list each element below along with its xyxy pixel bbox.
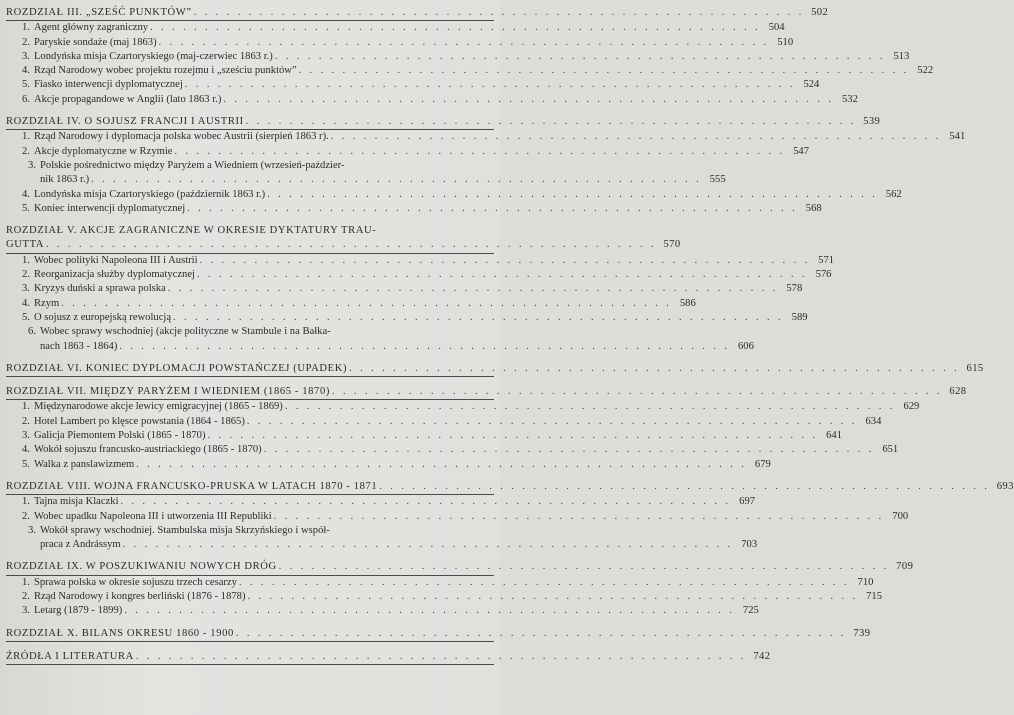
chapter-rule <box>6 664 494 665</box>
chapter-heading-line <box>6 224 494 238</box>
page-number: 532 <box>841 93 858 105</box>
section-entry[interactable] <box>6 268 832 282</box>
section-entry[interactable] <box>6 254 835 268</box>
section-title: Tajna misja Klaczki <box>33 496 119 508</box>
chapter-heading[interactable] <box>6 362 984 376</box>
dot-leader: . . . . . . . . . . . . . . . . . . . . . . . . . . . . . . . . . . . . . . . . . . . . . . . . . . . . . . . . <box>274 50 886 62</box>
chapter-title: ROZDZIAŁ VII. MIĘDZY PARYŻEM I WIEDNIEM (1865 - 1870) <box>6 386 330 398</box>
chapter-title: ROZDZIAŁ VIII. WOJNA FRANCUSKO-PRUSKA W LATACH 1870 - 1871 <box>6 480 378 492</box>
dot-leader: . . . . . . . . . . . . . . . . . . . . . . . . . . . . . . . . . . . . . . . . . . . . . . . . . . . . . . . . <box>379 480 990 492</box>
section-title: Londyńska misja Czartoryskiego (październik 1863 r.) <box>33 188 266 200</box>
section-title: Akcje dyplomatyczne w Rzymie <box>33 145 173 157</box>
section-number: 2. <box>22 590 30 602</box>
section-number: 6. <box>28 326 36 338</box>
spacer <box>6 377 494 385</box>
dot-leader: . . . . . . . . . . . . . . . . . . . . . . . . . . . . . . . . . . . . . . . . . . . . . . . . . . . . . . . . <box>331 386 943 398</box>
section-title: Wobec polityki Napoleona III i Austrii <box>33 254 198 266</box>
page-number: 510 <box>777 36 794 48</box>
section-number: 3. <box>22 283 30 295</box>
chapter-heading[interactable] <box>6 115 881 129</box>
section-title: Koniec interwencji dyplomatycznej <box>33 202 186 214</box>
section-number: 2. <box>22 415 30 427</box>
section-entry[interactable] <box>6 64 934 78</box>
section-title: Hotel Lambert po klęsce powstania (1864 - 1865) <box>33 415 245 427</box>
chapter-heading[interactable] <box>6 385 967 399</box>
section-entry[interactable] <box>6 443 899 457</box>
section-number: 4. <box>22 188 30 200</box>
page-number: 539 <box>863 116 881 128</box>
section-title: Polskie pośrednictwo między Paryżem a Wiedniem (wrzesień-paździer- <box>40 159 345 171</box>
chapter-block <box>6 377 967 472</box>
dot-leader: . . . . . . . . . . . . . . . . . . . . . . . . . . . . . . . . . . . . . . . . . . . . . . . . . . . . . . . . <box>158 36 770 48</box>
chapter-heading[interactable] <box>6 627 871 641</box>
section-number: 1. <box>22 496 30 508</box>
dot-leader: . . . . . . . . . . . . . . . . . . . . . . . . . . . . . . . . . . . . . . . . . . . . . . . . . . . . . . . . <box>184 79 796 91</box>
section-entry-line[interactable] <box>6 159 494 173</box>
chapter-title: ŹRÓDŁA I LITERATURA <box>6 650 134 662</box>
section-title: Wobec upadku Napoleona III i utworzenia III Republiki <box>33 510 272 522</box>
section-title: Rząd Narodowy i kongres berliński (1876 - 1878) <box>33 590 246 602</box>
spacer <box>6 354 494 362</box>
dot-leader: . . . . . . . . . . . . . . . . . . . . . . . . . . . . . . . . . . . . . . . . . . . . . . . . . . . . . . . . <box>124 605 735 617</box>
chapter-heading[interactable] <box>6 650 771 664</box>
section-title: nik 1863 r.) <box>40 174 90 186</box>
dot-leader: . . . . . . . . . . . . . . . . . . . . . . . . . . . . . . . . . . . . . . . . . . . . . . . . . . . . . . . . <box>207 430 818 442</box>
chapter-heading[interactable] <box>6 560 914 574</box>
section-title: Międzynarodowe akcje lewicy emigracyjnej (1865 - 1869) <box>33 401 283 413</box>
section-title: O sojusz z europejską rewolucją <box>33 311 172 323</box>
chapter-block <box>6 354 984 377</box>
spacer <box>6 472 494 480</box>
section-entry[interactable] <box>6 202 822 216</box>
section-entry[interactable] <box>6 458 771 472</box>
chapter-block <box>6 0 934 107</box>
spacer <box>6 216 494 224</box>
chapter-title: ROZDZIAŁ X. BILANS OKRESU 1860 - 1900 <box>6 627 234 639</box>
section-title: Agent główny zagraniczny <box>33 22 149 34</box>
page-number: 570 <box>663 239 681 251</box>
section-number: 4. <box>22 297 30 309</box>
section-entry[interactable] <box>6 510 909 524</box>
section-number: 1. <box>22 254 30 266</box>
section-title: Rząd Narodowy wobec projektu rozejmu i „sześciu punktów” <box>33 65 297 77</box>
section-entry[interactable] <box>6 188 902 202</box>
table-of-contents <box>6 0 1014 665</box>
dot-leader: . . . . . . . . . . . . . . . . . . . . . . . . . . . . . . . . . . . . . . . . . . . . . . . . . . . . . . . . <box>196 269 808 281</box>
spacer <box>6 107 494 115</box>
chapter-block <box>6 216 835 354</box>
page-number: 651 <box>882 444 899 456</box>
section-number: 3. <box>22 50 30 62</box>
section-number: 2. <box>22 269 30 281</box>
section-number: 2. <box>22 510 30 522</box>
section-entry[interactable] <box>6 21 785 35</box>
section-title: Sprawa polska w okresie sojuszu trzech cesarzy <box>33 576 237 588</box>
dot-leader: . . . . . . . . . . . . . . . . . . . . . . . . . . . . . . . . . . . . . . . . . . . . . . . . . . . . . . . . <box>284 401 896 413</box>
section-number: 3. <box>22 605 30 617</box>
dot-leader: . . . . . . . . . . . . . . . . . . . . . . . . . . . . . . . . . . . . . . . . . . . . . . . . . . . . . . . . <box>122 539 734 551</box>
dot-leader: . . . . . . . . . . . . . . . . . . . . . . . . . . . . . . . . . . . . . . . . . . . . . . . . . . . . . . . . <box>267 188 878 200</box>
section-number: 4. <box>22 444 30 456</box>
section-number: 3. <box>28 159 36 171</box>
section-title: Akcje propagandowe w Anglii (lato 1863 r.) <box>33 93 222 105</box>
section-entry[interactable] <box>6 538 758 552</box>
dot-leader: . . . . . . . . . . . . . . . . . . . . . . . . . . . . . . . . . . . . . . . . . . . . . . . . . . . . . . . . <box>193 7 805 18</box>
chapter-block <box>6 107 966 216</box>
page-number: 739 <box>853 627 871 639</box>
section-number: 2. <box>22 145 30 157</box>
section-number: 1. <box>22 576 30 588</box>
section-number: 1. <box>22 401 30 413</box>
dot-leader: . . . . . . . . . . . . . . . . . . . . . . . . . . . . . . . . . . . . . . . . . . . . . . . . . . . . . . . . <box>119 340 730 352</box>
page-number: 589 <box>791 311 808 323</box>
page-number: 693 <box>996 480 1014 492</box>
page-number: 568 <box>805 202 822 214</box>
section-entry[interactable] <box>6 400 920 414</box>
page-number: 679 <box>754 458 771 470</box>
chapter-block <box>6 642 771 665</box>
section-title: Fiasko interwencji dyplomatycznej <box>33 79 183 91</box>
section-title: Kryzys duński a sprawa polska <box>33 283 166 295</box>
section-title: Rząd Narodowy i dyplomacja polska wobec Austrii (sierpień 1863 r). <box>33 131 329 143</box>
section-title: Reorganizacja służby dyplomatycznej <box>33 269 195 281</box>
section-title: Wobec sprawy wschodniej (akcje polityczne w Stambule i na Bałka- <box>40 326 331 338</box>
section-number: 1. <box>22 131 30 143</box>
dot-leader: . . . . . . . . . . . . . . . . . . . . . . . . . . . . . . . . . . . . . . . . . . . . . . . . . . . . . . . . <box>278 561 890 573</box>
page-number: 547 <box>793 145 810 157</box>
section-title: Wokół sojuszu francusko-austriackiego (1865 - 1870) <box>33 444 262 456</box>
page-number: 615 <box>966 362 984 374</box>
dot-leader: . . . . . . . . . . . . . . . . . . . . . . . . . . . . . . . . . . . . . . . . . . . . . . . . . . . . . . . . <box>150 22 761 34</box>
dot-leader: . . . . . . . . . . . . . . . . . . . . . . . . . . . . . . . . . . . . . . . . . . . . . . . . . . . . . . . . <box>135 650 747 662</box>
dot-leader: . . . . . . . . . . . . . . . . . . . . . . . . . . . . . . . . . . . . . . . . . . . . . . . . . . . . . . . . <box>173 311 784 323</box>
section-title: Rzym <box>33 297 60 309</box>
dot-leader: . . . . . . . . . . . . . . . . . . . . . . . . . . . . . . . . . . . . . . . . . . . . . . . . . . . . . . . . <box>330 131 942 143</box>
section-number: 4. <box>22 65 30 77</box>
page-number: 629 <box>903 401 920 413</box>
page-number: 524 <box>803 79 820 91</box>
section-entry[interactable] <box>6 93 858 107</box>
dot-leader: . . . . . . . . . . . . . . . . . . . . . . . . . . . . . . . . . . . . . . . . . . . . . . . . . . . . . . . . <box>247 590 858 602</box>
page-number: 634 <box>865 415 882 427</box>
section-entry[interactable] <box>6 590 882 604</box>
section-number: 2. <box>22 36 30 48</box>
page-number: 541 <box>949 131 966 143</box>
page-number: 700 <box>892 510 909 522</box>
section-entry-line[interactable] <box>6 325 494 339</box>
section-entry[interactable] <box>6 415 882 429</box>
section-title: Walka z panslawizmem <box>33 458 135 470</box>
page-number: 703 <box>741 539 758 551</box>
dot-leader: . . . . . . . . . . . . . . . . . . . . . . . . . . . . . . . . . . . . . . . . . . . . . . . . . . . . . . . . <box>120 496 732 508</box>
page-number: 576 <box>815 269 832 281</box>
section-number: 5. <box>22 202 30 214</box>
section-entry[interactable] <box>6 130 966 144</box>
section-entry[interactable] <box>6 78 820 92</box>
section-title: Letarg (1879 - 1899) <box>33 605 123 617</box>
chapter-title: ROZDZIAŁ VI. KONIEC DYPLOMACJI POWSTAŃCZEJ (UPADEK) <box>6 362 348 374</box>
section-number: 3. <box>22 430 30 442</box>
page-number: 522 <box>917 65 934 77</box>
page-number: 606 <box>737 340 754 352</box>
dot-leader: . . . . . . . . . . . . . . . . . . . . . . . . . . . . . . . . . . . . . . . . . . . . . . . . . . . . . . . . <box>136 458 747 470</box>
page-number: 710 <box>857 576 874 588</box>
page-number: 562 <box>885 188 902 200</box>
page-number: 697 <box>739 496 756 508</box>
chapter-heading[interactable] <box>6 480 1014 494</box>
section-title: Londyńska misja Czartoryskiego (maj-czerwiec 1863 r.) <box>33 50 273 62</box>
page-number: 725 <box>742 605 759 617</box>
chapter-title: GUTTA <box>6 239 45 251</box>
section-entry[interactable] <box>6 340 754 354</box>
section-number: 1. <box>22 22 30 34</box>
dot-leader: . . . . . . . . . . . . . . . . . . . . . . . . . . . . . . . . . . . . . . . . . . . . . . . . . . . . . . . . <box>273 510 885 522</box>
chapter-title: ROZDZIAŁ IX. W POSZUKIWANIU NOWYCH DRÓG <box>6 561 277 573</box>
page-number: 641 <box>826 430 842 442</box>
section-title: Wokół sprawy wschodniej. Stambulska misja Skrzyńskiego i współ- <box>40 524 330 536</box>
section-entry-line[interactable] <box>6 524 494 538</box>
dot-leader: . . . . . . . . . . . . . . . . . . . . . . . . . . . . . . . . . . . . . . . . . . . . . . . . . . . . . . . . <box>238 576 850 588</box>
section-number: 5. <box>22 79 30 91</box>
page-number: 571 <box>818 254 835 266</box>
dot-leader: . . . . . . . . . . . . . . . . . . . . . . . . . . . . . . . . . . . . . . . . . . . . . . . . . . . . . . . . <box>167 283 779 295</box>
chapter-heading[interactable] <box>6 6 829 20</box>
page-number: 715 <box>866 590 882 602</box>
section-entry[interactable] <box>6 50 910 64</box>
page-number: 586 <box>679 297 696 309</box>
section-number: 5. <box>22 311 30 323</box>
dot-leader: . . . . . . . . . . . . . . . . . . . . . . . . . . . . . . . . . . . . . . . . . . . . . . . . . . . . . . . . <box>46 239 657 251</box>
section-entry[interactable] <box>6 145 810 159</box>
chapter-title: ROZDZIAŁ III. „SZEŚĆ PUNKTÓW” <box>6 7 192 18</box>
section-entry[interactable] <box>6 173 726 187</box>
section-entry[interactable] <box>6 311 808 325</box>
page-number: 742 <box>753 650 771 662</box>
page-number: 513 <box>893 50 910 62</box>
page-number: 504 <box>768 22 785 34</box>
section-number: 5. <box>22 458 30 470</box>
section-title: Galicja Piemontem Polski (1865 - 1870) <box>33 430 206 442</box>
dot-leader: . . . . . . . . . . . . . . . . . . . . . . . . . . . . . . . . . . . . . . . . . . . . . . . . . . . . . . . . <box>187 202 798 214</box>
chapter-heading[interactable] <box>6 238 681 252</box>
dot-leader: . . . . . . . . . . . . . . . . . . . . . . . . . . . . . . . . . . . . . . . . . . . . . . . . . . . . . . . . <box>235 627 847 639</box>
chapter-heading-line-text: ROZDZIAŁ V. AKCJE ZAGRANICZNE W OKRESIE DYKTATURY TRAU- <box>6 225 377 237</box>
section-entry[interactable] <box>6 429 842 443</box>
section-entry[interactable] <box>6 495 756 509</box>
chapter-block <box>6 472 1014 552</box>
dot-leader: . . . . . . . . . . . . . . . . . . . . . . . . . . . . . . . . . . . . . . . . . . . . . . . . . . . . . . . . <box>298 65 910 77</box>
page-number: 578 <box>786 283 803 295</box>
section-entry[interactable] <box>6 576 874 590</box>
page-number: 709 <box>896 561 914 573</box>
section-entry[interactable] <box>6 36 794 50</box>
section-title: praca z Andrássym <box>40 539 121 551</box>
section-title: Paryskie sondaże (maj 1863) <box>33 36 157 48</box>
section-entry[interactable] <box>6 604 759 618</box>
dot-leader: . . . . . . . . . . . . . . . . . . . . . . . . . . . . . . . . . . . . . . . . . . . . . . . . . . . . . . . . <box>349 362 960 374</box>
page-number: 555 <box>709 174 726 186</box>
page-number: 628 <box>949 386 967 398</box>
chapter-block <box>6 619 871 642</box>
chapter-title: ROZDZIAŁ IV. O SOJUSZ FRANCJI I AUSTRII <box>6 116 244 128</box>
dot-leader: . . . . . . . . . . . . . . . . . . . . . . . . . . . . . . . . . . . . . . . . . . . . . . . . . . . . . . . . <box>263 444 875 456</box>
section-title: nach 1863 - 1864) <box>40 340 118 352</box>
section-number: 6. <box>22 93 30 105</box>
spacer <box>6 552 494 560</box>
chapter-block <box>6 552 914 618</box>
spacer <box>6 619 494 627</box>
dot-leader: . . . . . . . . . . . . . . . . . . . . . . . . . . . . . . . . . . . . . . . . . . . . . . . . . . . . . . . . <box>91 174 702 186</box>
dot-leader: . . . . . . . . . . . . . . . . . . . . . . . . . . . . . . . . . . . . . . . . . . . . . . . . . . . . . . . . <box>245 116 857 128</box>
page-number: 502 <box>811 7 829 18</box>
spacer <box>6 642 494 650</box>
dot-leader: . . . . . . . . . . . . . . . . . . . . . . . . . . . . . . . . . . . . . . . . . . . . . . . . . . . . . . . . <box>199 254 811 266</box>
dot-leader: . . . . . . . . . . . . . . . . . . . . . . . . . . . . . . . . . . . . . . . . . . . . . . . . . . . . . . . . <box>174 145 786 157</box>
section-entry[interactable] <box>6 282 803 296</box>
dot-leader: . . . . . . . . . . . . . . . . . . . . . . . . . . . . . . . . . . . . . . . . . . . . . . . . . . . . . . . . <box>61 297 672 309</box>
dot-leader: . . . . . . . . . . . . . . . . . . . . . . . . . . . . . . . . . . . . . . . . . . . . . . . . . . . . . . . . <box>246 415 858 427</box>
section-entry[interactable] <box>6 297 696 311</box>
dot-leader: . . . . . . . . . . . . . . . . . . . . . . . . . . . . . . . . . . . . . . . . . . . . . . . . . . . . . . . . <box>223 93 834 105</box>
section-number: 3. <box>28 524 36 536</box>
